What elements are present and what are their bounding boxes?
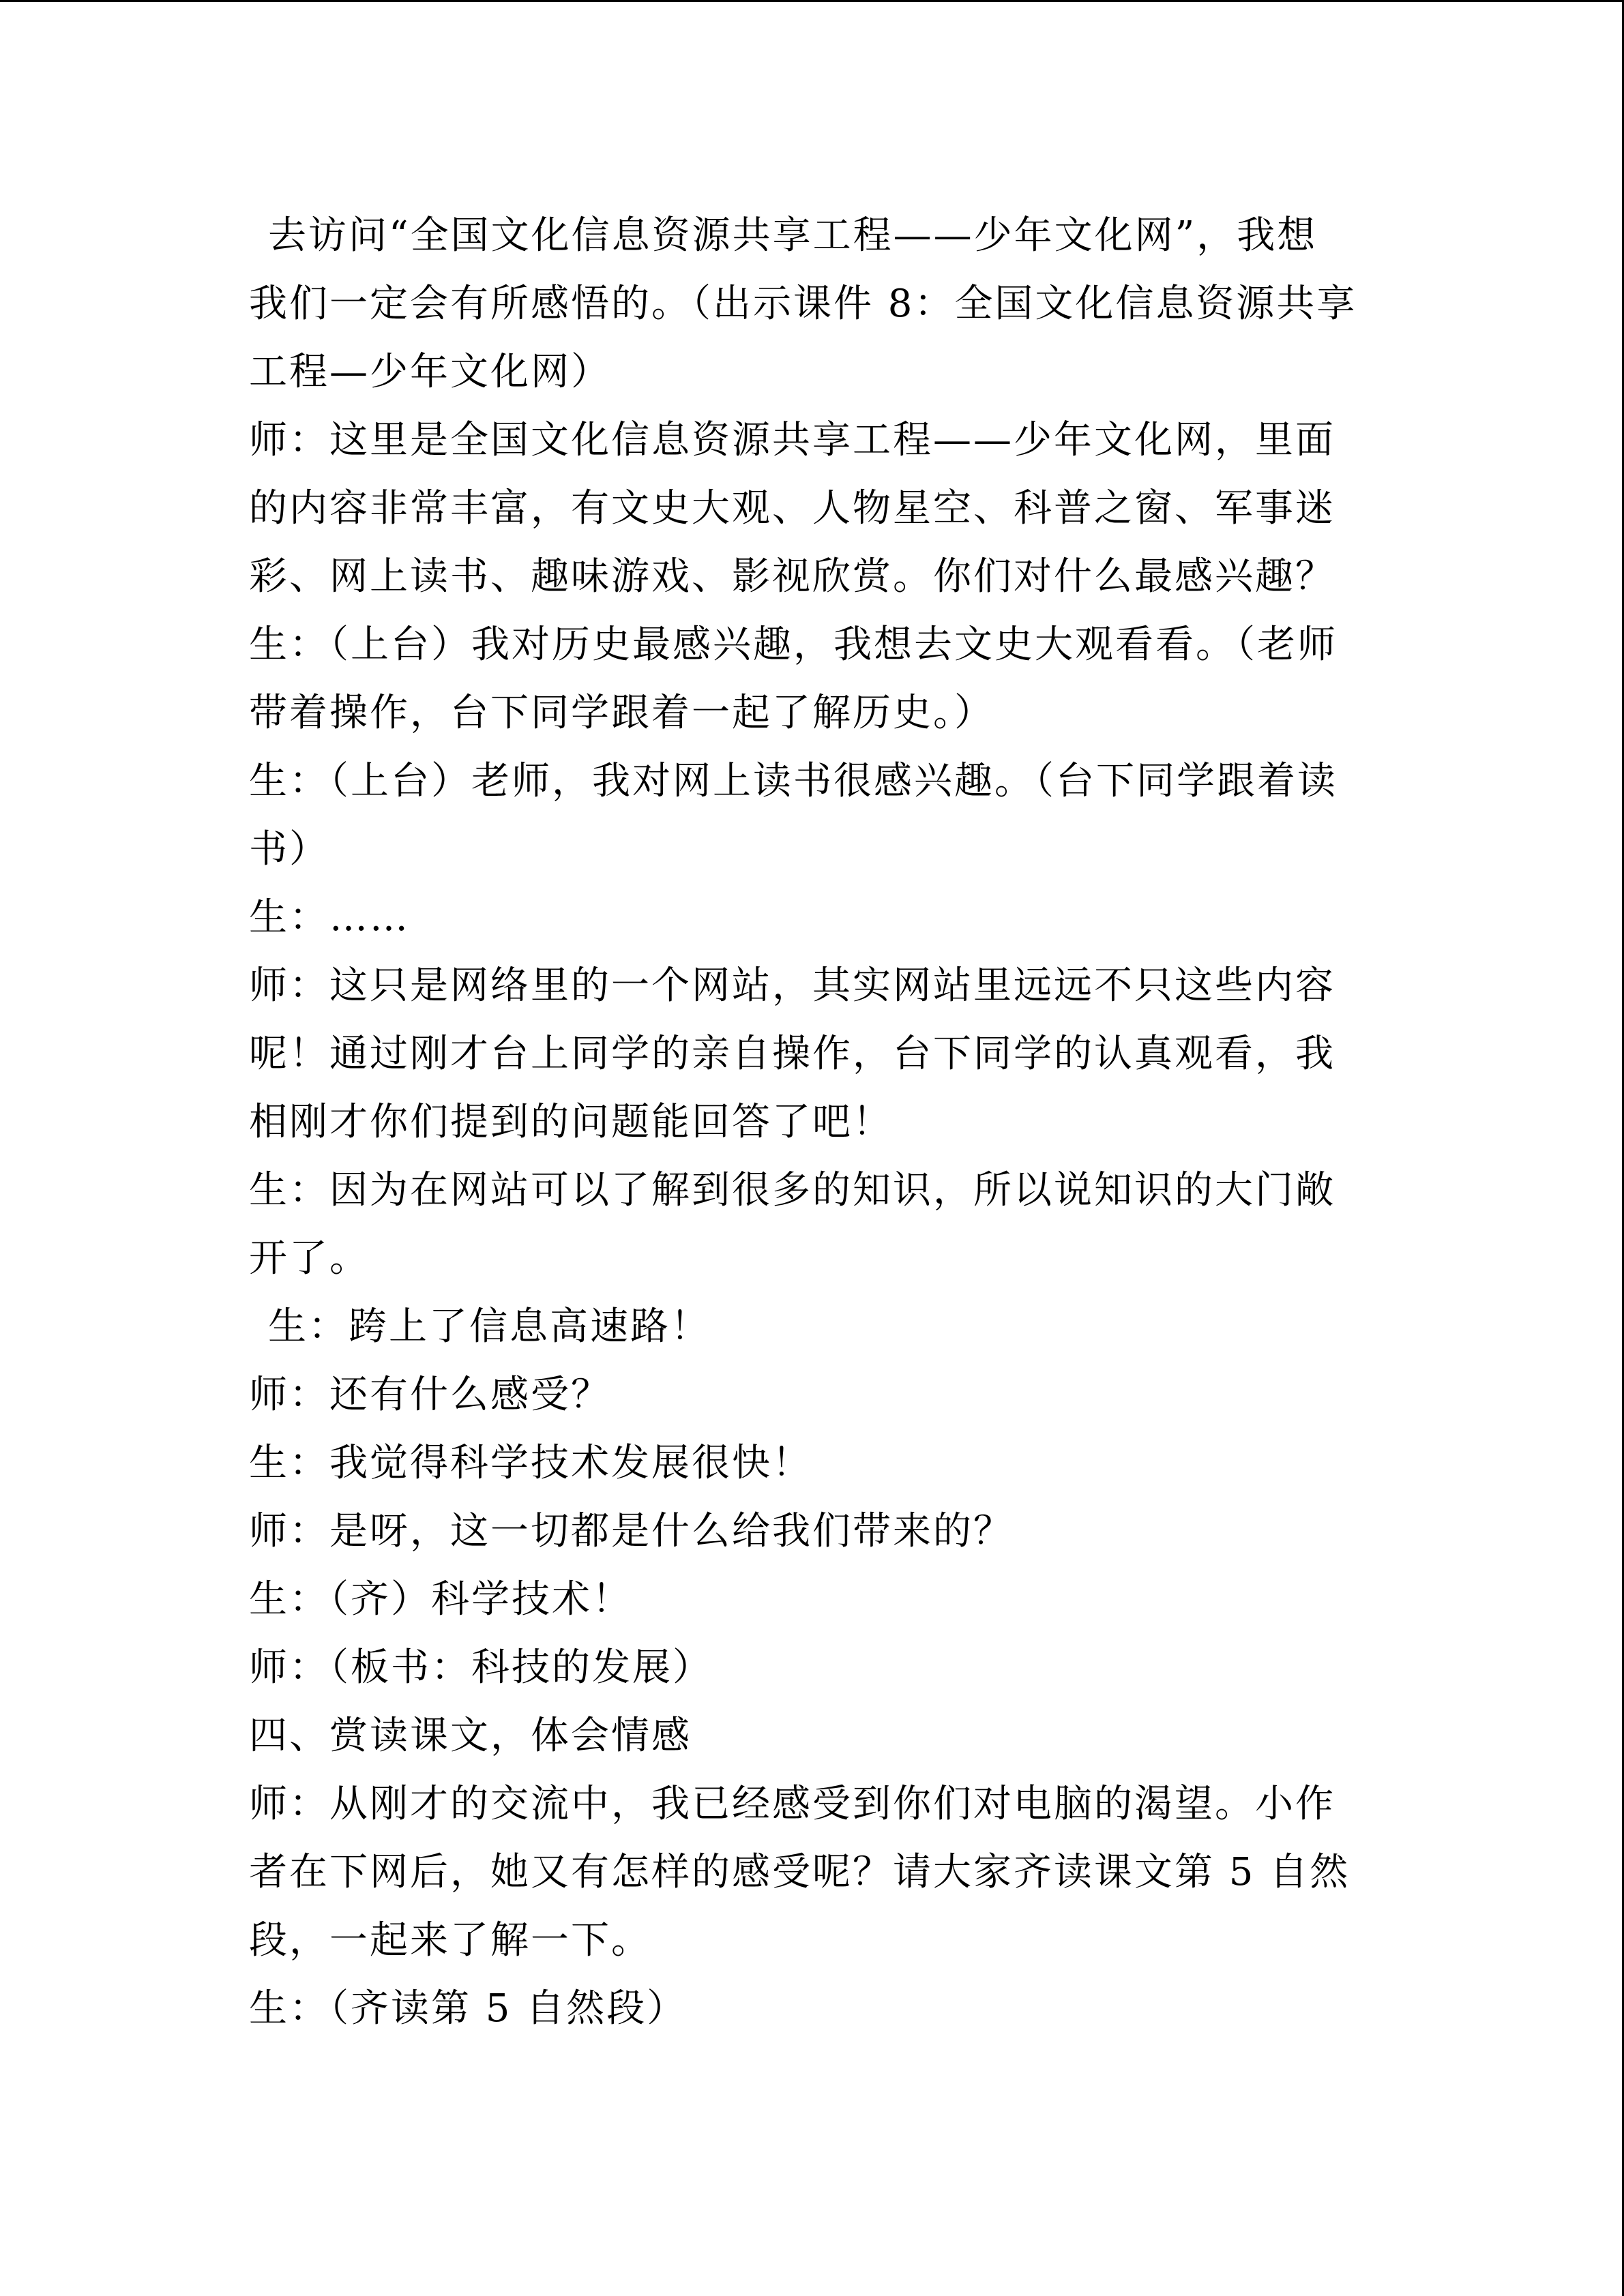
paragraph xyxy=(249,1157,1357,1293)
paragraph xyxy=(249,747,1357,884)
paragraph xyxy=(249,1293,1357,1361)
document-body xyxy=(249,202,1357,2043)
paragraph xyxy=(249,1975,1357,2043)
paragraph xyxy=(249,1634,1357,1702)
text-line: 师：这只是网络里的一个网站，其实网站里远远不只这些内容 xyxy=(249,964,1335,1008)
text-line: 师：是呀，这一切都是什么给我们带来的？ xyxy=(249,1509,1014,1553)
text-line: 开了。 xyxy=(249,1236,370,1281)
text-line: 生：跨上了信息高速路！ xyxy=(268,1304,711,1349)
paragraph xyxy=(249,1770,1357,1975)
text-line: 我们一定会有所感悟的。（出示课件 8：全国文化信息资源共享 xyxy=(249,282,1357,326)
paragraph xyxy=(249,202,1357,406)
paragraph xyxy=(249,1361,1357,1429)
text-line: 彩、网上读书、趣味游戏、影视欣赏。你们对什么最感兴趣？ xyxy=(249,554,1335,599)
text-line: 工程—少年文化网） xyxy=(249,350,611,394)
text-line: 去访问“全国文化信息资源共享工程——少年文化网”，我想 xyxy=(268,213,1318,258)
text-line: 生：因为在网站可以了解到很多的知识，所以说知识的大门敞 xyxy=(249,1168,1335,1212)
section-heading xyxy=(249,1702,1357,1770)
paragraph xyxy=(249,611,1357,747)
text-line: 生：（齐读第 5 自然段） xyxy=(249,1986,688,2031)
paragraph xyxy=(249,1429,1357,1497)
text-line: 师：这里是全国文化信息资源共享工程——少年文化网，里面 xyxy=(249,418,1335,462)
paragraph xyxy=(249,406,1357,611)
text-line: 呢！通过刚才台上同学的亲自操作，台下同学的认真观看，我 xyxy=(249,1032,1335,1076)
text-line: 生：（上台）我对历史最感兴趣，我想去文史大观看看。（老师 xyxy=(249,623,1338,667)
section-heading-text: 四、赏读课文，体会情感 xyxy=(249,1714,692,1758)
text-line: 生：（齐）科学技术！ xyxy=(249,1577,632,1622)
text-line: 相刚才你们提到的问题能回答了吧！ xyxy=(249,1100,893,1144)
text-line: 师：（板书：科技的发展） xyxy=(249,1645,713,1690)
paragraph xyxy=(249,884,1357,952)
text-line: 生：我觉得科学技术发展很快！ xyxy=(249,1441,812,1485)
text-line: 生：…… xyxy=(249,895,410,940)
paragraph xyxy=(249,952,1357,1157)
text-line: 者在下网后，她又有怎样的感受呢？请大家齐读课文第 5 自然 xyxy=(249,1850,1350,1894)
text-line: 书） xyxy=(249,827,329,871)
text-line: 师：从刚才的交流中，我已经感受到你们对电脑的渴望。小作 xyxy=(249,1782,1335,1826)
text-line: 段，一起来了解一下。 xyxy=(249,1918,651,1963)
text-line: 师：还有什么感受？ xyxy=(249,1373,611,1417)
text-line: 带着操作，台下同学跟着一起了解历史。） xyxy=(249,691,994,735)
paragraph xyxy=(249,1497,1357,1566)
text-line: 生：（上台）老师，我对网上读书很感兴趣。（台下同学跟着读 xyxy=(249,759,1338,803)
text-line: 的内容非常丰富，有文史大观、人物星空、科普之窗、军事迷 xyxy=(249,486,1335,531)
paragraph xyxy=(249,1566,1357,1634)
